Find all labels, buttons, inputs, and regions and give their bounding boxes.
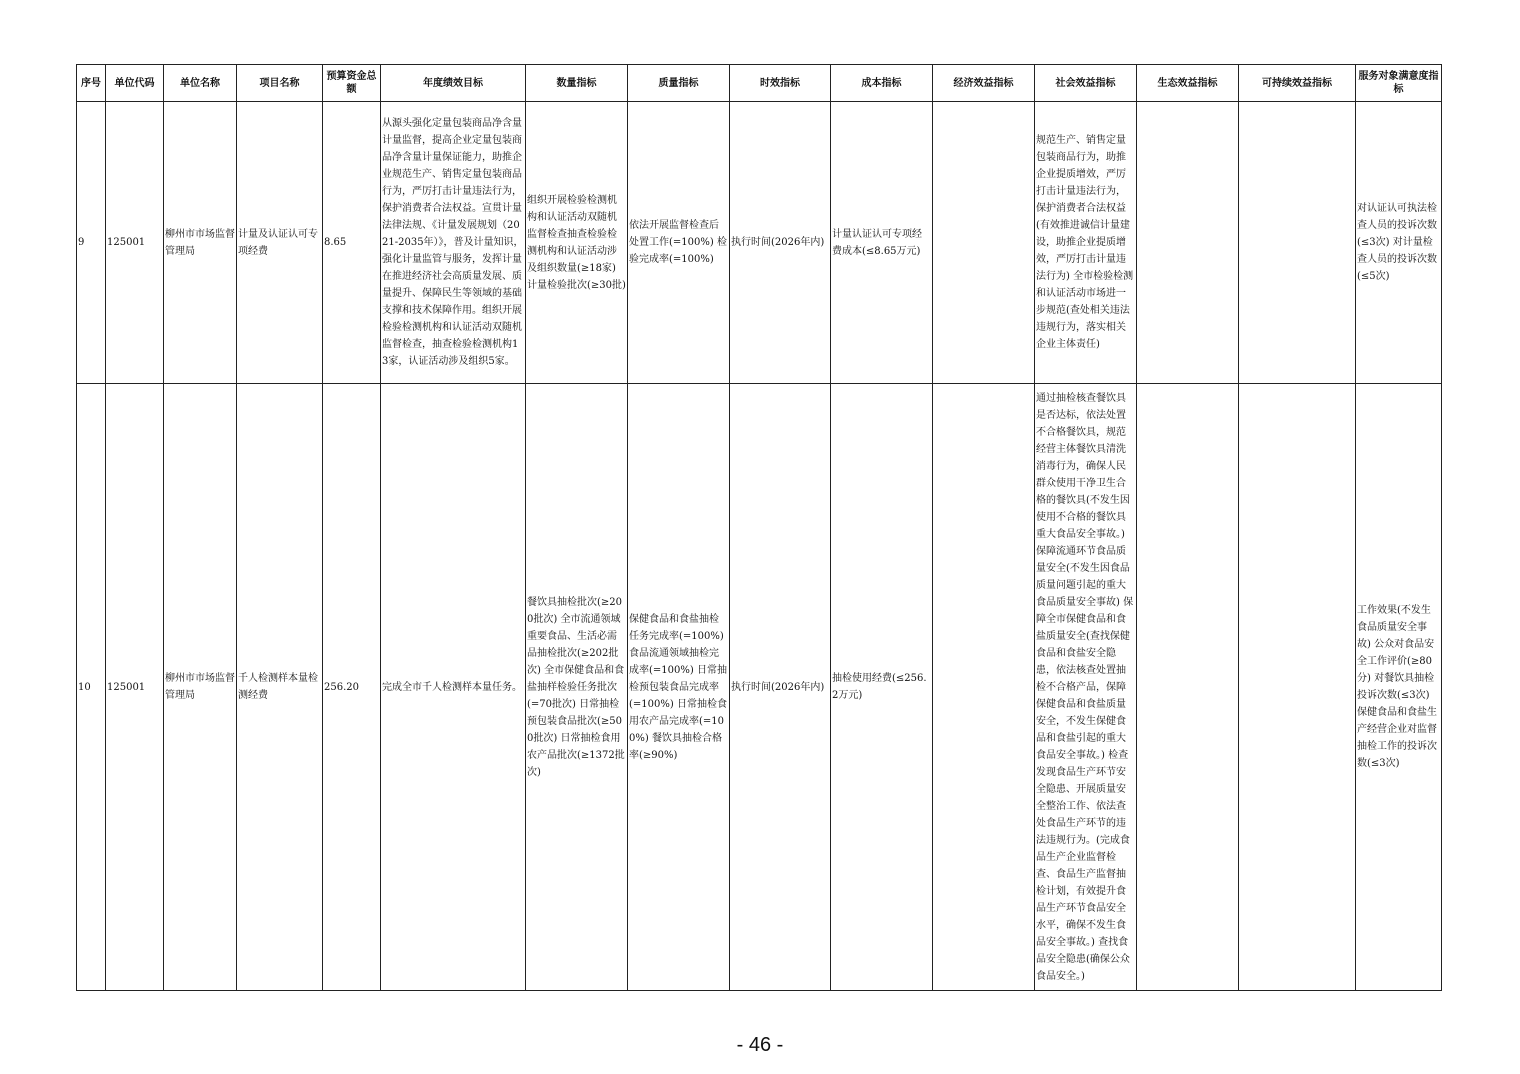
cell-annual-goal: 完成全市千人检测样本量任务。 bbox=[381, 384, 526, 991]
col-header-ecological: 生态效益指标 bbox=[1137, 65, 1239, 102]
cell-satisfaction: 对认证认可执法检查人员的投诉次数(≤3次) 对计量检查人员的投诉次数(≤5次) bbox=[1356, 102, 1442, 384]
cell-ecological bbox=[1137, 384, 1239, 991]
cell-sustainable bbox=[1239, 384, 1356, 991]
col-header-unit-name: 单位名称 bbox=[164, 65, 237, 102]
cell-project-name: 千人检测样本量检测经费 bbox=[237, 384, 323, 991]
page-number: - 46 - bbox=[736, 1034, 784, 1056]
cell-budget: 8.65 bbox=[323, 102, 381, 384]
col-header-timeliness: 时效指标 bbox=[730, 65, 831, 102]
cell-social: 通过抽检核查餐饮具是否达标，依法处置不合格餐饮具，规范经营主体餐饮具清洗消毒行为，确保人民群众使用干净卫生合格的餐饮具(不发生因使用不合格的餐饮具重大食品安全事故。) 保障流通环节食品质量安全(不发生因食品质量问题引起的重大食品质量安全事故) 保障全市保健食品和食盐质量安全(查找保健食品和食盐安全隐患，依法核查处置抽检不合格产品，保障保健食品和食盐质量安全，不发生保健食品和食盐引起的重大食品安全事故。) 检查发现食品生产环节安全隐患、开展质量安全整治工作、依法查处食品生产环节的违法违规行为。(完成食品生产企业监督检查、食品生产监督抽检计划，有效提升食品生产环节食品安全水平，确保不发生食品安全事故。) 查找食品安全隐患(确保公众食品安全。) bbox=[1035, 384, 1137, 991]
col-header-quality: 质量指标 bbox=[628, 65, 730, 102]
cell-cost: 计量认证认可专项经费成本(≤8.65万元) bbox=[831, 102, 933, 384]
cell-unit-code: 125001 bbox=[106, 384, 164, 991]
cell-social: 规范生产、销售定量包装商品行为，助推企业提质增效，严厉打击计量违法行为，保护消费者合法权益(有效推进诚信计量建设，助推企业提质增效，严厉打击计量违法行为) 全市检验检测和认证活动市场进一步规范(查处相关违法违规行为，落实相关企业主体责任) bbox=[1035, 102, 1137, 384]
cell-quality: 保健食品和食盐抽检任务完成率(=100%) 食品流通领域抽检完成率(=100%) 日常抽检预包装食品完成率(=100%) 日常抽检食用农产品完成率(=100%) 餐饮具抽检合格率(≥90%) bbox=[628, 384, 730, 991]
cell-quantity: 餐饮具抽检批次(≥200批次) 全市流通领域重要食品、生活必需品抽检批次(≥202批次) 全市保健食品和食盐抽样检验任务批次(=70批次) 日常抽检预包装食品批次(≥500批次) 日常抽检食用农产品批次(≥1372批次) bbox=[526, 384, 628, 991]
cell-seq: 10 bbox=[77, 384, 106, 991]
col-header-budget: 预算资金总额 bbox=[323, 65, 381, 102]
col-header-annual-goal: 年度绩效目标 bbox=[381, 65, 526, 102]
performance-table bbox=[76, 64, 1442, 991]
cell-ecological bbox=[1137, 102, 1239, 384]
cell-sustainable bbox=[1239, 102, 1356, 384]
col-header-sustainable: 可持续效益指标 bbox=[1239, 65, 1356, 102]
col-header-economic: 经济效益指标 bbox=[933, 65, 1035, 102]
cell-project-name: 计量及认证认可专项经费 bbox=[237, 102, 323, 384]
cell-timeliness: 执行时间(2026年内) bbox=[730, 102, 831, 384]
cell-economic bbox=[933, 102, 1035, 384]
cell-economic bbox=[933, 384, 1035, 991]
col-header-satisfaction: 服务对象满意度指标 bbox=[1356, 65, 1442, 102]
cell-unit-code: 125001 bbox=[106, 102, 164, 384]
col-header-quantity: 数量指标 bbox=[526, 65, 628, 102]
cell-unit-name: 柳州市市场监督管理局 bbox=[164, 102, 237, 384]
table-header-row bbox=[77, 65, 1442, 102]
table-row bbox=[77, 384, 1442, 991]
cell-cost: 抽检使用经费(≤256.2万元) bbox=[831, 384, 933, 991]
table-row bbox=[77, 102, 1442, 384]
col-header-seq: 序号 bbox=[77, 65, 106, 102]
cell-seq: 9 bbox=[77, 102, 106, 384]
cell-quality: 依法开展监督检查后处置工作(=100%) 检验完成率(=100%) bbox=[628, 102, 730, 384]
cell-budget: 256.20 bbox=[323, 384, 381, 991]
cell-timeliness: 执行时间(2026年内) bbox=[730, 384, 831, 991]
col-header-project-name: 项目名称 bbox=[237, 65, 323, 102]
col-header-social: 社会效益指标 bbox=[1035, 65, 1137, 102]
cell-unit-name: 柳州市市场监督管理局 bbox=[164, 384, 237, 991]
cell-satisfaction: 工作效果(不发生食品质量安全事故) 公众对食品安全工作评价(≥80分) 对餐饮具抽检投诉次数(≤3次) 保健食品和食盐生产经营企业对监督抽检工作的投诉次数(≤3次) bbox=[1356, 384, 1442, 991]
cell-annual-goal: 从源头强化定量包装商品净含量计量监督，提高企业定量包装商品净含量计量保证能力，助推企业规范生产、销售定量包装商品行为，严厉打击计量违法行为，保护消费者合法权益。宣贯计量法律法规、《计量发展规划（2021-2035年）》，普及计量知识，强化计量监管与服务，发挥计量在推进经济社会高质量发展、质量提升、保障民生等领域的基础支撑和技术保障作用。组织开展检验检测机构和认证活动双随机监督检查，抽查检验检测机构13家，认证活动涉及组织5家。 bbox=[381, 102, 526, 384]
col-header-cost: 成本指标 bbox=[831, 65, 933, 102]
cell-quantity: 组织开展检验检测机构和认证活动双随机监督检查抽查检验检测机构和认证活动涉及组织数量(≥18家) 计量检验批次(≥30批) bbox=[526, 102, 628, 384]
col-header-unit-code: 单位代码 bbox=[106, 65, 164, 102]
